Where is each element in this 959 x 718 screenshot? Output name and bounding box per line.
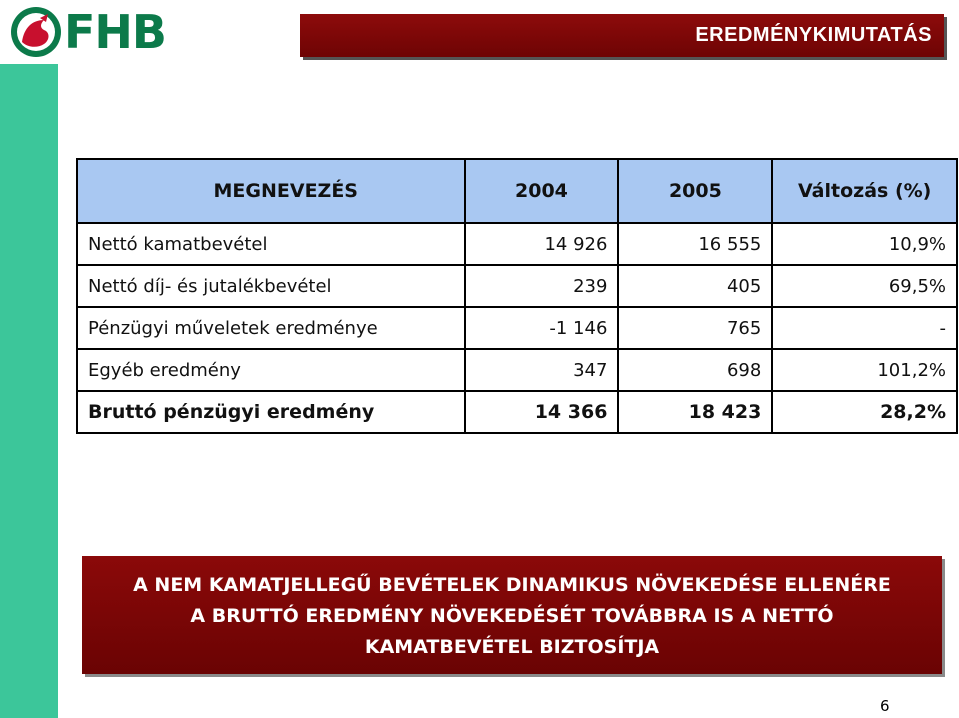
value-change: 69,5% [772,265,957,307]
row-label: Nettó kamatbevétel [77,223,465,265]
total-2005: 18 423 [618,391,772,433]
left-accent-bar [0,0,58,718]
total-change: 28,2% [772,391,957,433]
value-2005: 698 [618,349,772,391]
conclusion-line: A BRUTTÓ EREDMÉNY NÖVEKEDÉSÉT TOVÁBBRA IS A NETTÓ [190,605,834,627]
value-2005: 16 555 [618,223,772,265]
value-2005: 765 [618,307,772,349]
title-banner [300,14,944,57]
total-label: Bruttó pénzügyi eredmény [77,391,465,433]
conclusion-banner [82,556,942,674]
income-statement-table [76,158,958,434]
page-title: EREDMÉNYKIMUTATÁS [695,24,932,46]
table-row [77,307,957,349]
column-header-change: Változás (%) [772,159,957,223]
value-2004: 14 926 [465,223,619,265]
brand-logo-text: FHB [64,5,166,59]
conclusion-line: KAMATBEVÉTEL BIZTOSÍTJA [364,636,660,658]
row-label: Egyéb eredmény [77,349,465,391]
column-header-name: MEGNEVEZÉS [77,159,465,223]
value-2004: 239 [465,265,619,307]
table-row [77,349,957,391]
value-2004: -1 146 [465,307,619,349]
table-header-row [77,159,957,223]
row-label: Nettó díj- és jutalékbevétel [77,265,465,307]
logo [0,0,178,64]
column-header-2004: 2004 [465,159,619,223]
value-2005: 405 [618,265,772,307]
value-change: 101,2% [772,349,957,391]
table-total-row [77,391,957,433]
table-row [77,223,957,265]
fhb-emblem-icon [10,6,62,58]
column-header-2005: 2005 [618,159,772,223]
value-change: - [772,307,957,349]
row-label: Pénzügyi műveletek eredménye [77,307,465,349]
conclusion-line: A NEM KAMATJELLEGŰ BEVÉTELEK DINAMIKUS NÖVEKEDÉSE ELLENÉRE [133,574,891,596]
value-2004: 347 [465,349,619,391]
table-row [77,265,957,307]
page-number: 6 [880,697,890,715]
total-2004: 14 366 [465,391,619,433]
value-change: 10,9% [772,223,957,265]
